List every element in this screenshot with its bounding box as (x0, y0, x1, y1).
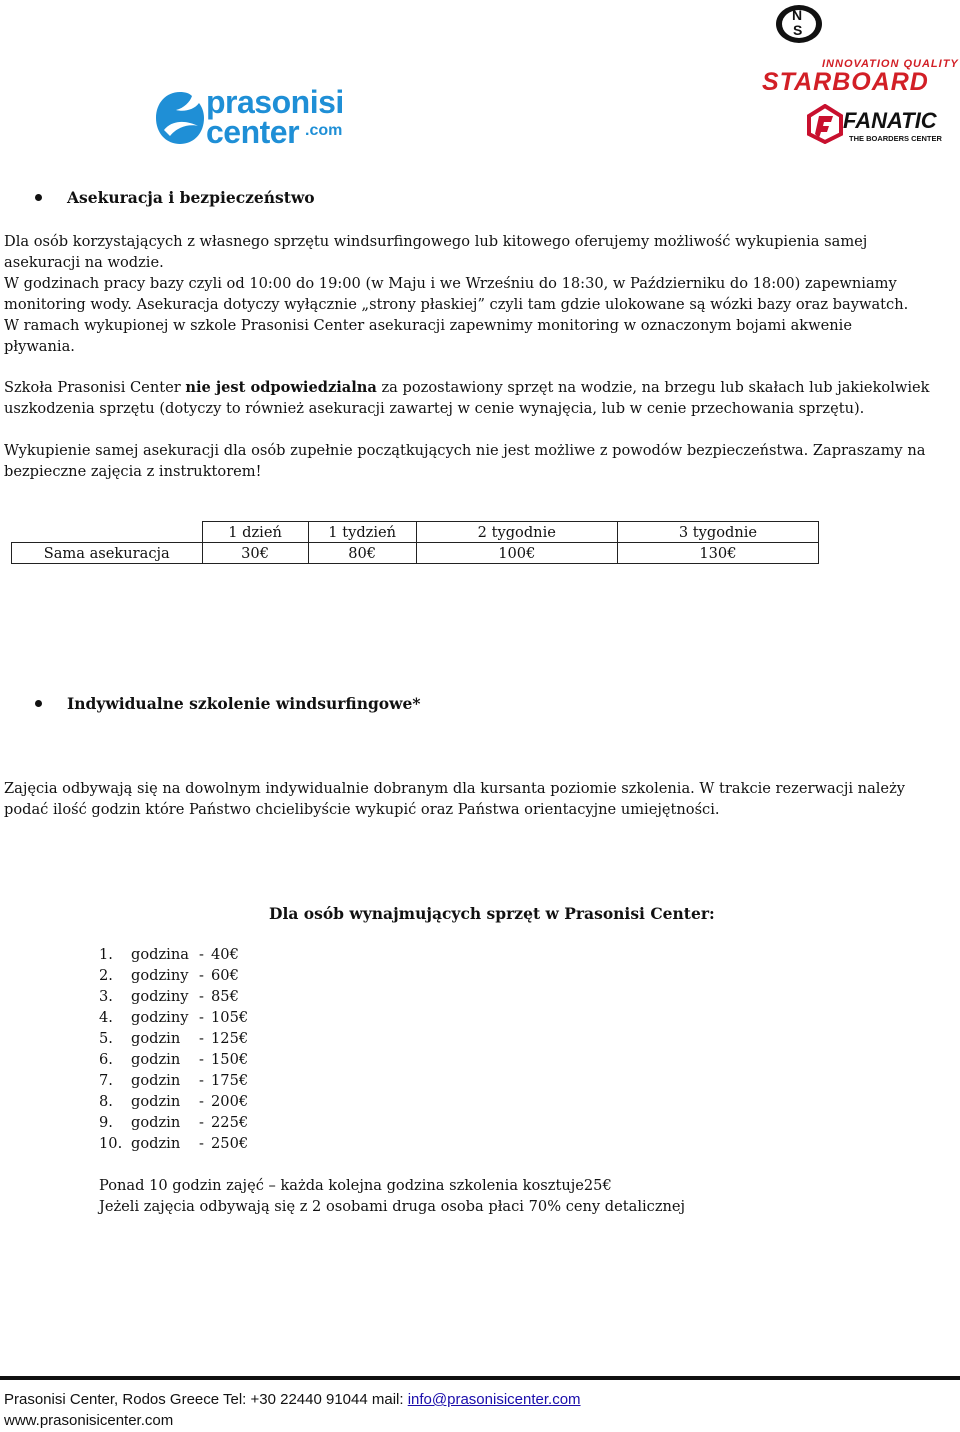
list-number: 9. (99, 1114, 113, 1131)
table-cell: 100€ (416, 543, 617, 564)
fanatic-emblem-icon (805, 104, 845, 144)
list-unit: godziny (131, 1009, 189, 1026)
list-price: 250€ (211, 1135, 249, 1152)
list-number: 2. (99, 967, 113, 984)
text-line: Wykupienie samej asekuracji dla osób zupełnie początkujących nie jest możliwe z powodów bezpieczeństwa. Zapraszamy na (4, 442, 926, 459)
insurance-paragraph (4, 231, 954, 357)
list-price: 175€ (211, 1072, 249, 1089)
table-header-cell: 1 tydzień (308, 522, 416, 543)
list-item (99, 1070, 271, 1091)
text-line: Jeżeli zajęcia odbywają się z 2 osobami druga osoba płaci 70% ceny detalicznej (99, 1198, 686, 1215)
list-item (99, 965, 271, 986)
text-line: Dla osób korzystających z własnego sprzętu windsurfingowego lub kitowego oferujemy możliwość wykupienia samej (4, 233, 868, 250)
footer-divider (0, 1376, 960, 1380)
prasonisi-wordmark-line1: prasonisi (206, 84, 344, 120)
table-header-cell: 3 tygodnie (617, 522, 818, 543)
footer-contact (4, 1391, 581, 1408)
list-item (99, 1112, 271, 1133)
pricing-notes (99, 1175, 685, 1217)
email-link[interactable]: info@prasonisicenter.com (407, 1391, 581, 1408)
emphasis-text: nie jest odpowiedzialna (185, 379, 377, 396)
starboard-tagline: INNOVATION QUALITY (822, 58, 959, 70)
list-price: 85€ (211, 988, 239, 1005)
list-unit: godziny (131, 988, 189, 1005)
insurance-price-table (11, 521, 819, 564)
liability-paragraph (4, 377, 954, 419)
text-line (4, 377, 954, 398)
list-unit: godzin (131, 1051, 181, 1068)
bullet-icon (35, 194, 42, 201)
text-span: Szkoła Prasonisi Center (4, 379, 186, 396)
text-line: monitoring wody. Asekuracja dotyczy wyłącznie „strony płaskiej” czyli tam gdzie ulokowane są wózki bazy oraz baywatch. (4, 296, 909, 313)
list-price: 60€ (211, 967, 239, 984)
hours-price-list (99, 944, 271, 1154)
text-line: asekuracji na wodzie. (4, 254, 164, 271)
list-item (99, 944, 271, 965)
text-line: bezpieczne zajęcia z instruktorem! (4, 463, 262, 480)
table-cell: 130€ (617, 543, 818, 564)
list-item (99, 1028, 271, 1049)
list-number: 7. (99, 1072, 113, 1089)
section-heading-lessons: Indywidualne szkolenie windsurfingowe* (67, 694, 421, 713)
starboard-wordmark: STARBOARD (762, 68, 929, 96)
fanatic-tagline: THE BOARDERS CENTER (849, 134, 942, 143)
list-unit: godzin (131, 1114, 181, 1131)
list-number: 3. (99, 988, 113, 1005)
list-dash: - (199, 1030, 204, 1047)
prasonisi-wave-icon (154, 90, 206, 146)
footer-website: www.prasonisicenter.com (4, 1412, 174, 1429)
list-item (99, 1049, 271, 1070)
rental-subheading: Dla osób wynajmujących sprzęt w Prasonisi Center: (269, 904, 715, 923)
section-heading-insurance: Asekuracja i bezpieczeństwo (67, 188, 315, 207)
text-line: uszkodzenia sprzętu (dotyczy to również asekuracji zawartej w cenie wynajęcia, lub w cenie przechowania sprzętu). (4, 400, 865, 417)
table-header-row (12, 522, 819, 543)
list-price: 105€ (211, 1009, 249, 1026)
text-line: W godzinach pracy bazy czyli od 10:00 do 19:00 (w Maju i we Wrześniu do 18:30, w Październiku do 18:00) zapewniamy (4, 275, 897, 292)
list-number: 10. (99, 1135, 123, 1152)
beginners-paragraph (4, 440, 954, 482)
list-item (99, 1133, 271, 1154)
list-unit: godzin (131, 1030, 181, 1047)
north-sails-n: N (792, 7, 803, 23)
table-cell: 80€ (308, 543, 416, 564)
table-row-label: Sama asekuracja (12, 543, 203, 564)
table-cell: 30€ (202, 543, 308, 564)
table-row (12, 543, 819, 564)
text-line: Zajęcia odbywają się na dowolnym indywidualnie dobranym dla kursanta poziomie szkolenia. W trakcie rezerwacji należy (4, 780, 906, 797)
list-price: 225€ (211, 1114, 249, 1131)
fanatic-logo (805, 104, 955, 146)
list-number: 4. (99, 1009, 113, 1026)
text-line: Ponad 10 godzin zajęć – każda kolejna godzina szkolenia kosztuje25€ (99, 1177, 612, 1194)
prasonisi-logo (154, 84, 354, 150)
list-item (99, 1007, 271, 1028)
text-line: W ramach wykupionej w szkole Prasonisi Center asekuracji zapewnimy monitoring w oznaczonym bojami akwenie (4, 317, 852, 334)
list-number: 1. (99, 946, 113, 963)
table-header-cell: 1 dzień (202, 522, 308, 543)
footer-text: Prasonisi Center, Rodos Greece Tel: +30 22440 91044 mail: (4, 1391, 408, 1408)
list-dash: - (199, 1051, 204, 1068)
north-sails-s: S (793, 22, 803, 38)
prasonisi-wordmark-suffix: .com (305, 122, 343, 139)
list-dash: - (199, 1114, 204, 1131)
list-number: 6. (99, 1051, 113, 1068)
bullet-icon (35, 700, 42, 707)
fanatic-wordmark: FANATIC (843, 108, 937, 133)
list-unit: godzin (131, 1135, 181, 1152)
list-dash: - (199, 1093, 204, 1110)
list-dash: - (199, 1072, 204, 1089)
prasonisi-wordmark-line2: center (206, 114, 300, 150)
list-dash: - (199, 967, 204, 984)
list-unit: godzina (131, 946, 189, 963)
list-number: 5. (99, 1030, 113, 1047)
starboard-logo (762, 60, 960, 96)
list-item (99, 986, 271, 1007)
list-unit: godziny (131, 967, 189, 984)
table-header-cell: 2 tygodnie (416, 522, 617, 543)
list-dash: - (199, 1135, 204, 1152)
lessons-paragraph (4, 778, 954, 820)
list-item (99, 1091, 271, 1112)
list-number: 8. (99, 1093, 113, 1110)
north-sails-logo (775, 4, 823, 44)
text-line: pływania. (4, 338, 75, 355)
list-unit: godzin (131, 1093, 181, 1110)
list-price: 40€ (211, 946, 239, 963)
table-corner-cell (12, 522, 203, 543)
list-dash: - (199, 988, 204, 1005)
list-dash: - (199, 1009, 204, 1026)
list-price: 150€ (211, 1051, 249, 1068)
text-span: za pozostawiony sprzęt na wodzie, na brzegu lub skałach lub jakiekolwiek (376, 379, 930, 396)
text-line: podać ilość godzin które Państwo chcielibyście wykupić oraz Państwa orientacyjne umiejętności. (4, 801, 720, 818)
list-price: 200€ (211, 1093, 249, 1110)
list-dash: - (199, 946, 204, 963)
list-price: 125€ (211, 1030, 249, 1047)
list-unit: godzin (131, 1072, 181, 1089)
